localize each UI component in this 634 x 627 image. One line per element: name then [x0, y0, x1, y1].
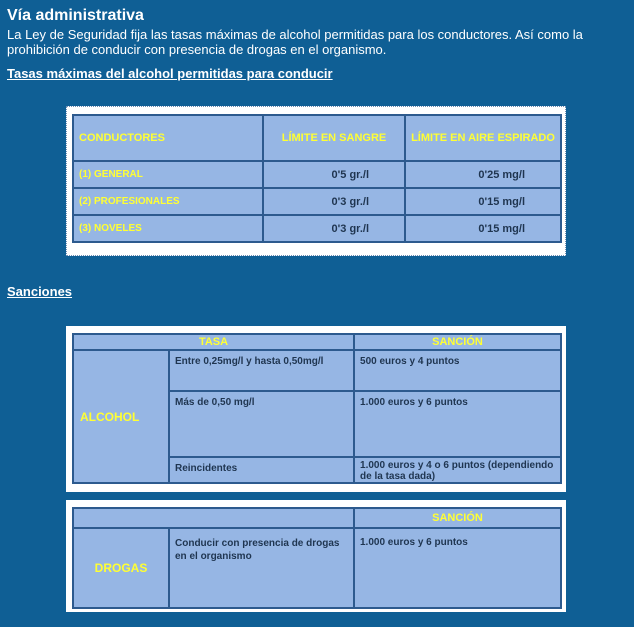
conductor-cell: (3) NOVELES — [73, 215, 263, 242]
header-sancion: SANCIÓN — [354, 508, 561, 528]
sancion-cell: 1.000 euros y 6 puntos — [354, 391, 561, 457]
sancion-cell: 1.000 euros y 6 puntos — [354, 528, 561, 608]
sangre-cell: 0'3 gr./l — [263, 188, 405, 215]
table-row — [73, 188, 561, 215]
tasa-cell: Más de 0,50 mg/l — [169, 391, 354, 457]
table-row — [73, 350, 561, 391]
alcohol-header-row — [73, 334, 561, 350]
header-conductores: CONDUCTORES — [73, 115, 263, 161]
alcohol-sanciones-table — [72, 333, 562, 484]
tasas-header-row — [73, 115, 561, 161]
tasas-maximas-link[interactable]: Tasas máximas del alcohol permitidas para conducir — [7, 66, 333, 81]
sancion-cell: 1.000 euros y 4 o 6 puntos (dependiendo de la tasa dada) — [354, 457, 561, 483]
tasa-cell: Entre 0,25mg/l y hasta 0,50mg/l — [169, 350, 354, 391]
sancion-cell: 500 euros y 4 puntos — [354, 350, 561, 391]
conductor-cell: (1) GENERAL — [73, 161, 263, 188]
header-limite-sangre: LÍMITE EN SANGRE — [263, 115, 405, 161]
sanciones-link[interactable]: Sanciones — [7, 284, 73, 299]
drogas-label: DROGAS — [73, 528, 169, 608]
aire-cell: 0'25 mg/l — [405, 161, 561, 188]
drogas-header-row — [73, 508, 561, 528]
intro-paragraph: La Ley de Seguridad fija las tasas máximas de alcohol permitidas para los conductores. Así como la prohibición de conducir con presencia de drogas en el organismo. — [7, 27, 583, 57]
tasas-table — [72, 114, 562, 243]
header-sancion: SANCIÓN — [354, 334, 561, 350]
header-tasa: TASA — [73, 334, 354, 350]
tasa-cell: Conducir con presencia de drogas en el organismo — [169, 528, 354, 608]
table-row — [73, 528, 561, 608]
table-row — [73, 215, 561, 242]
drogas-sanciones-table — [72, 507, 562, 609]
table-row — [73, 161, 561, 188]
header-limite-aire: LÍMITE EN AIRE ESPIRADO — [405, 115, 561, 161]
alcohol-label: ALCOHOL — [73, 350, 169, 483]
aire-cell: 0'15 mg/l — [405, 215, 561, 242]
tasa-cell: Reincidentes — [169, 457, 354, 483]
header-empty — [73, 508, 354, 528]
page-title: Vía administrativa — [7, 7, 144, 24]
aire-cell: 0'15 mg/l — [405, 188, 561, 215]
sangre-cell: 0'3 gr./l — [263, 215, 405, 242]
sangre-cell: 0'5 gr./l — [263, 161, 405, 188]
conductor-cell: (2) PROFESIONALES — [73, 188, 263, 215]
